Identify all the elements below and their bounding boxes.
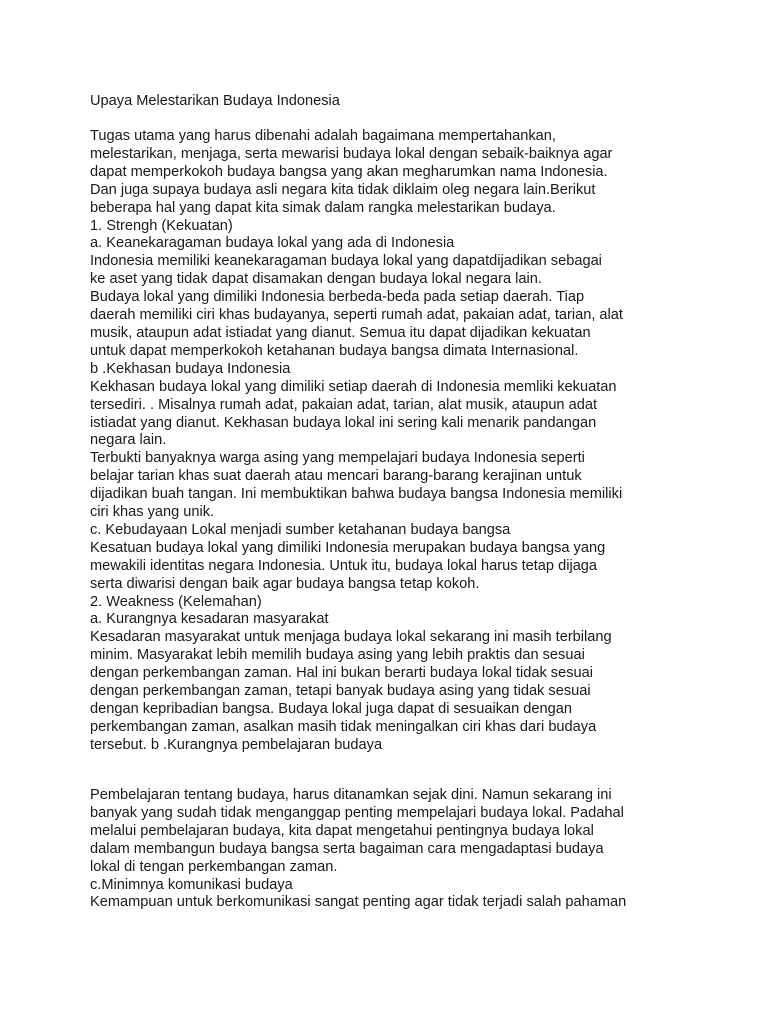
document-title: Upaya Melestarikan Budaya Indonesia: [90, 93, 340, 109]
text-line: dengan kepribadian bangsa. Budaya lokal juga dapat di sesuaikan dengan: [90, 701, 572, 717]
text-line: Terbukti banyaknya warga asing yang mempelajari budaya Indonesia seperti: [90, 450, 585, 467]
text-line: Kesadaran masyarakat untuk menjaga budaya lokal sekarang ini masih terbilang: [90, 629, 612, 646]
text-line: Pembelajaran tentang budaya, harus ditanamkan sejak dini. Namun sekarang ini: [90, 787, 612, 803]
text-line: tersebut. b .Kurangnya pembelajaran budaya: [90, 736, 383, 753]
section-body-continued: [90, 787, 710, 912]
text-line: minim. Masyarakat lebih memilih budaya asing yang lebih praktis dan sesuai: [90, 647, 585, 664]
text-line: melestarikan, menjaga, serta mewarisi budaya lokal dengan sebaik-baiknya agar: [90, 145, 613, 162]
text-line: lokal di tengan perkembangan zaman.: [90, 858, 338, 875]
text-line: perkembangan zaman, asalkan masih tidak meningalkan ciri khas dari budaya: [90, 718, 597, 735]
text-line: dengan perkembangan zaman, tetapi banyak budaya asing yang tidak sesuai: [90, 683, 591, 700]
text-line: dengan perkembangan zaman. Hal ini bukan berarti budaya lokal tidak sesuai: [90, 665, 593, 682]
text-line: mewakili identitas negara Indonesia. Untuk itu, budaya lokal harus tetap dijaga: [90, 557, 598, 574]
text-line: untuk dapat memperkokoh ketahanan budaya bangsa dimata Internasional.: [90, 342, 579, 359]
subheading-line: a. Keanekaragaman budaya lokal yang ada di Indonesia: [90, 235, 455, 252]
text-line: ciri khas yang unik.: [90, 504, 215, 521]
text-line: banyak yang sudah tidak menganggap penting mempelajari budaya lokal. Padahal: [90, 804, 624, 821]
text-line: istiadat yang dianut. Kekhasan budaya lokal ini sering kali menarik pandangan: [90, 414, 597, 431]
text-line: musik, ataupun adat istiadat yang dianut. Semua itu dapat dijadikan kekuatan: [90, 324, 591, 341]
text-line: Kekhasan budaya lokal yang dimiliki setiap daerah di Indonesia memliki kekuatan: [90, 378, 617, 395]
text-line: dijadikan buah tangan. Ini membuktikan bahwa budaya bangsa Indonesia memiliki: [90, 486, 623, 503]
text-line: ke aset yang tidak dapat disamakan dengan budaya lokal negara lain.: [90, 271, 542, 288]
heading-line: 1. Strengh (Kekuatan): [90, 217, 233, 234]
text-line: belajar tarian khas suat daerah atau mencari barang-barang kerajinan untuk: [90, 468, 582, 485]
heading-line: 2. Weakness (Kelemahan): [90, 593, 262, 610]
text-line: daerah memiliki ciri khas budayanya, seperti rumah adat, pakaian adat, tarian, alat: [90, 307, 623, 324]
text-line: serta diwarisi dengan baik agar budaya bangsa tetap kokoh.: [90, 575, 480, 592]
text-line: Dan juga supaya budaya asli negara kita tidak diklaim oleg negara lain.Berikut: [90, 181, 596, 198]
text-line: dalam membangun budaya bangsa serta bagaiman cara mengadaptasi budaya: [90, 840, 604, 857]
text-line: Indonesia memiliki keanekaragaman budaya lokal yang dapatdijadikan sebagai: [90, 253, 602, 270]
text-line: Kesatuan budaya lokal yang dimiliki Indonesia merupakan budaya bangsa yang: [90, 539, 606, 556]
subheading-line: c.Minimnya komunikasi budaya: [90, 876, 293, 893]
text-line: Kemampuan untuk berkomunikasi sangat penting agar tidak terjadi salah pahaman: [90, 894, 627, 911]
text-line: Tugas utama yang harus dibenahi adalah bagaimana mempertahankan,: [90, 128, 556, 144]
subheading-line: a. Kurangnya kesadaran masyarakat: [90, 611, 329, 628]
text-line: tersediri. . Misalnya rumah adat, pakaian adat, tarian, alat musik, ataupun adat: [90, 396, 598, 413]
subheading-line: b .Kekhasan budaya Indonesia: [90, 360, 291, 377]
text-line: beberapa hal yang dapat kita simak dalam rangka melestarikan budaya.: [90, 199, 556, 216]
text-line: negara lain.: [90, 432, 167, 449]
subheading-line: c. Kebudayaan Lokal menjadi sumber ketahanan budaya bangsa: [90, 521, 511, 538]
text-line: melalui pembelajaran budaya, kita dapat mengetahui pentingnya budaya lokal: [90, 822, 594, 839]
text-line: Budaya lokal yang dimiliki Indonesia berbeda-beda pada setiap daerah. Tiap: [90, 289, 585, 306]
section-body: [90, 128, 710, 755]
text-line: dapat memperkokoh budaya bangsa yang akan megharumkan nama Indonesia.: [90, 163, 608, 180]
